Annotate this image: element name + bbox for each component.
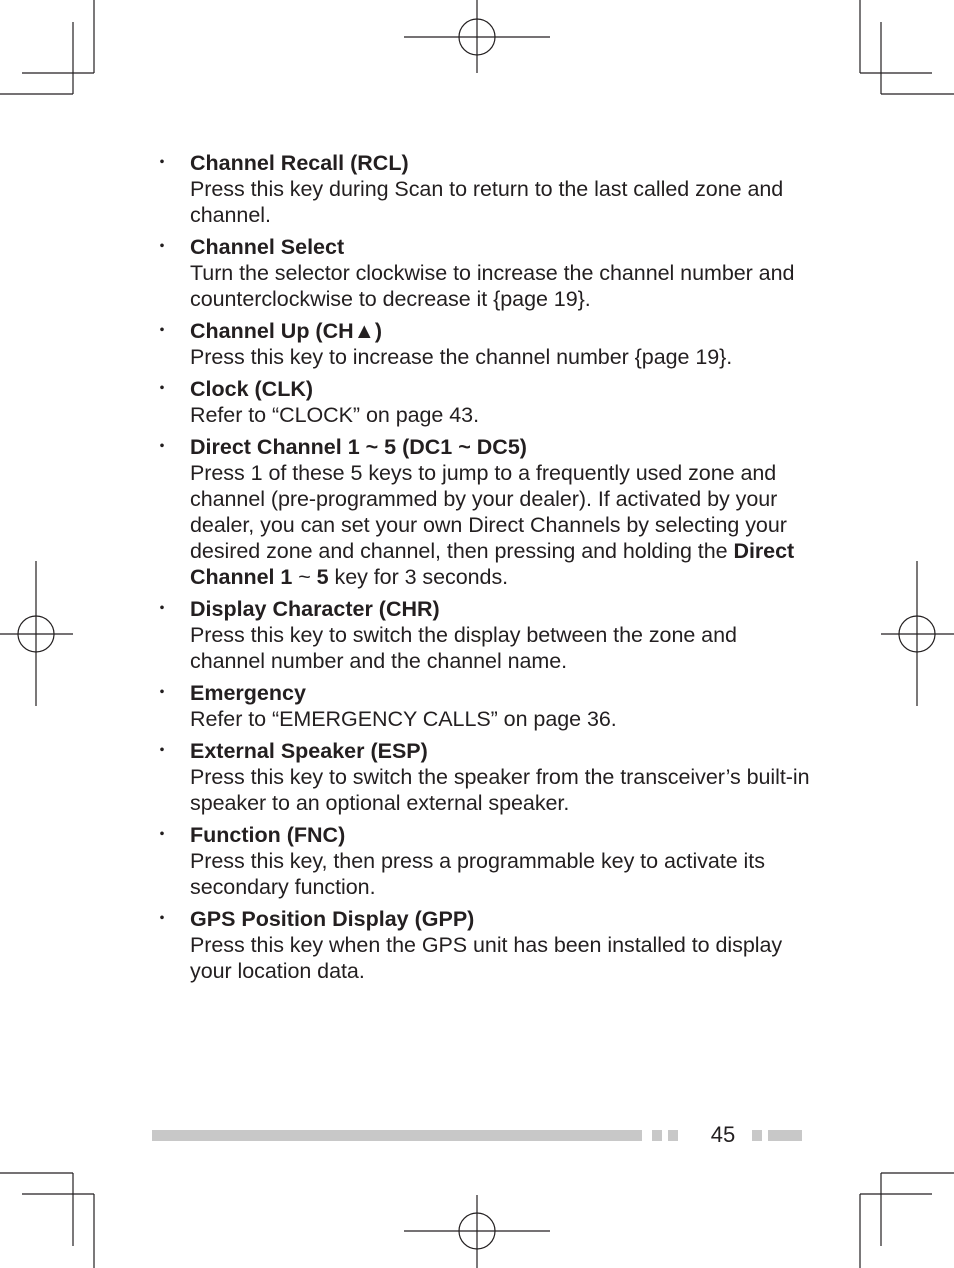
function-list — [152, 150, 812, 990]
list-item — [152, 906, 812, 984]
item-description: Press this key during Scan to return to the last called zone and channel. — [190, 177, 784, 227]
list-item — [152, 150, 812, 228]
item-title: Channel Select — [190, 235, 345, 259]
key-name: 5 — [316, 565, 329, 589]
bullet: ・ — [152, 152, 172, 174]
item-title: Channel Up (CH▲) — [190, 319, 383, 343]
item-title: Clock (CLK) — [190, 377, 314, 401]
list-item — [152, 376, 812, 428]
item-title: Display Character (CHR) — [190, 597, 440, 621]
item-title: Direct Channel 1 ~ 5 (DC1 ~ DC5) — [190, 435, 527, 459]
list-item — [152, 680, 812, 732]
item-description: Press this key to switch the speaker from the transceiver’s built-in speaker to an optional external speaker. — [190, 765, 810, 815]
list-item — [152, 738, 812, 816]
list-item — [152, 434, 812, 590]
bullet: ・ — [152, 598, 172, 620]
page-number: 45 — [710, 1122, 736, 1147]
bullet: ・ — [152, 682, 172, 704]
item-description: Press this key to increase the channel number {page 19}. — [190, 345, 733, 369]
list-item — [152, 822, 812, 900]
bullet: ・ — [152, 436, 172, 458]
list-item — [152, 596, 812, 674]
item-description: Press this key when the GPS unit has been installed to display your location data. — [190, 933, 783, 983]
bullet: ・ — [152, 378, 172, 400]
item-title: Channel Recall (RCL) — [190, 151, 409, 175]
bullet: ・ — [152, 740, 172, 762]
item-description: Refer to “CLOCK” on page 43. — [190, 403, 479, 427]
item-title: Function (FNC) — [190, 823, 346, 847]
body-text: Press 1 of these 5 keys to jump to a frequently used zone and channel (pre-programmed by your dealer). If activated by your dealer, you can set your own Direct Channels by selecting your desired zone and channel, then pressing and holding the — [190, 461, 787, 563]
bullet: ・ — [152, 236, 172, 258]
key-name: Direct Channel 1 — [190, 539, 795, 589]
item-title: Emergency — [190, 681, 306, 705]
item-title: GPS Position Display (GPP) — [190, 907, 475, 931]
body-text: ~ — [292, 565, 317, 589]
item-description — [190, 460, 812, 590]
item-description: Press this key, then press a programmable key to activate its secondary function. — [190, 849, 765, 899]
item-description: Press this key to switch the display between the zone and channel number and the channel name. — [190, 623, 737, 673]
bullet: ・ — [152, 824, 172, 846]
item-description: Turn the selector clockwise to increase the channel number and counterclockwise to decrease it {page 19}. — [190, 261, 795, 311]
list-item — [152, 234, 812, 312]
bullet: ・ — [152, 320, 172, 342]
list-item — [152, 318, 812, 370]
item-title: External Speaker (ESP) — [190, 739, 428, 763]
bullet: ・ — [152, 908, 172, 930]
body-text: key for 3 seconds. — [328, 565, 509, 589]
item-description: Refer to “EMERGENCY CALLS” on page 36. — [190, 707, 617, 731]
